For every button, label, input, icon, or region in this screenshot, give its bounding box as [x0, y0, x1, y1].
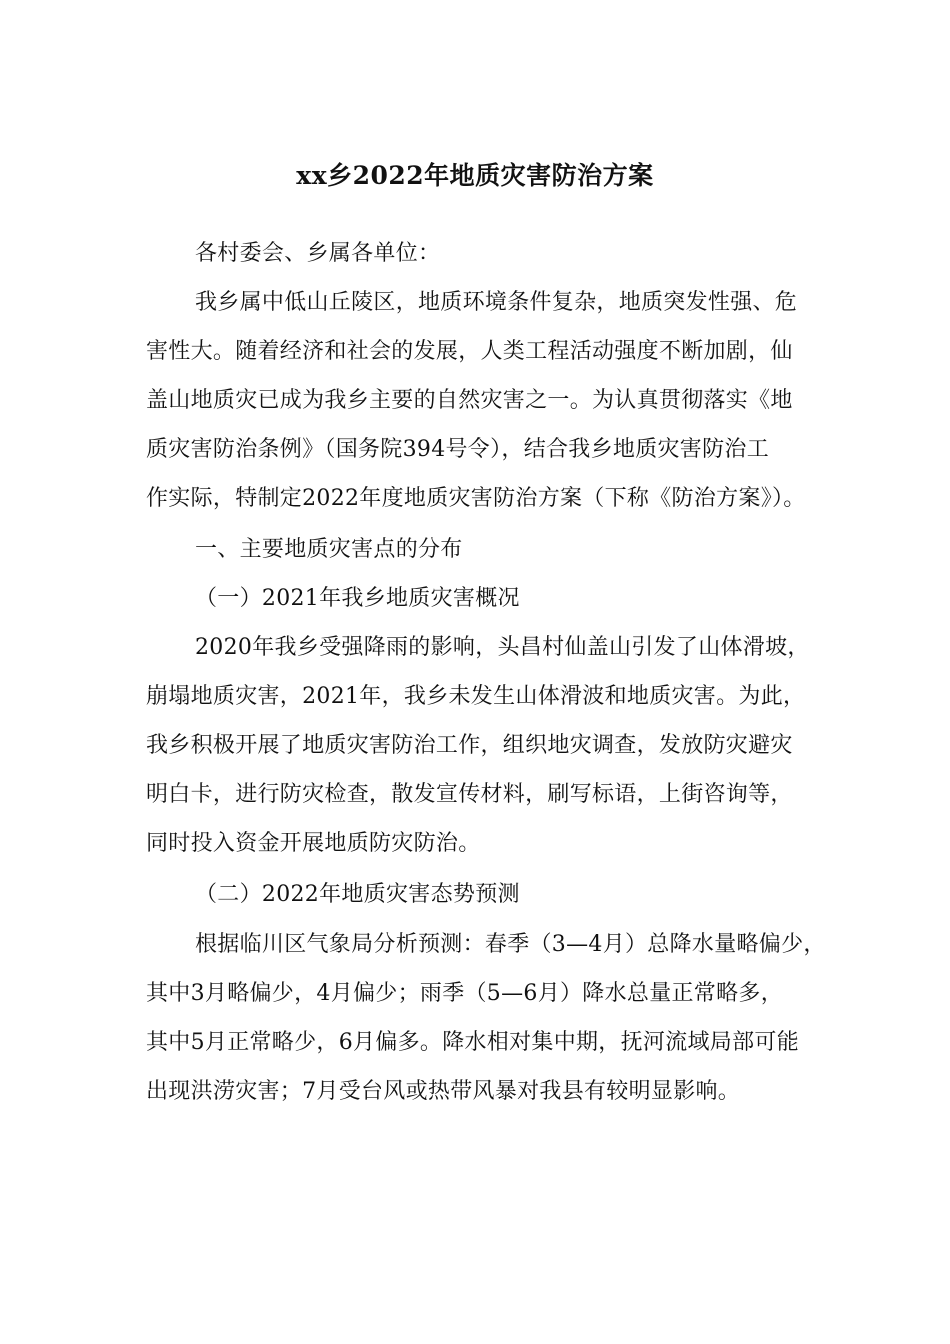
- sub2-line-2: 其中3月略偏少，4月偏少；雨季（5—6月）降水总量正常略多，: [146, 981, 783, 1006]
- subsection-heading-1: （一）2021年我乡地质灾害概况: [195, 586, 520, 611]
- subsection-heading-2: （二）2022年地质灾害态势预测: [195, 882, 520, 907]
- salutation: 各村委会、乡属各单位：: [195, 241, 441, 266]
- sub2-line-3: 其中5月正常略少，6月偏多。降水相对集中期，抚河流域局部可能: [146, 1030, 799, 1055]
- sub1-line-1: 2020年我乡受强降雨的影响，头昌村仙盖山引发了山体滑坡，: [195, 635, 810, 660]
- sub1-line-5: 同时投入资金开展地质防灾防治。: [146, 831, 481, 856]
- sub2-line-1: 根据临川区气象局分析预测：春季（3—4月）总降水量略偏少，: [195, 932, 826, 957]
- sub2-line-4: 出现洪涝灾害；7月受台风或热带风暴对我县有较明显影响。: [146, 1079, 741, 1104]
- sub1-line-3: 我乡积极开展了地质灾害防治工作，组织地灾调查，发放防灾避灾: [146, 733, 793, 758]
- section-heading-1: 一、主要地质灾害点的分布: [195, 537, 463, 562]
- intro-line-2: 害性大。随着经济和社会的发展，人类工程活动强度不断加剧，仙: [146, 339, 793, 364]
- intro-line-5: 作实际，特制定2022年度地质灾害防治方案（下称《防治方案》）。: [146, 486, 806, 511]
- document-title: xx乡2022年地质灾害防治方案: [296, 161, 654, 190]
- sub1-line-2: 崩塌地质灾害，2021年，我乡未发生山体滑波和地质灾害。为此，: [146, 684, 806, 709]
- intro-line-1: 我乡属中低山丘陵区，地质环境条件复杂，地质突发性强、危: [195, 290, 798, 315]
- intro-line-4: 质灾害防治条例》（国务院394号令），结合我乡地质灾害防治工: [146, 437, 769, 462]
- intro-line-3: 盖山地质灾已成为我乡主要的自然灾害之一。为认真贯彻落实《地: [146, 388, 793, 413]
- sub1-line-4: 明白卡，进行防灾检查，散发宣传材料，刷写标语，上街咨询等，: [146, 782, 793, 807]
